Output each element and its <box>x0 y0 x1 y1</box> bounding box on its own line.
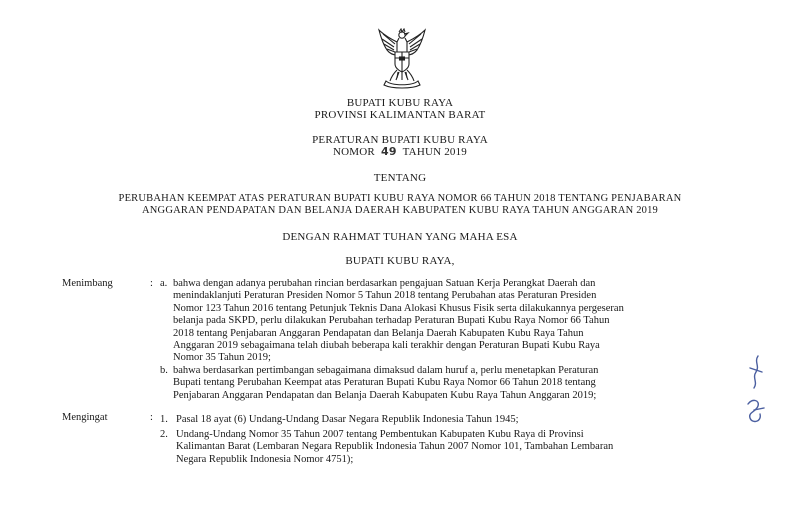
mengingat-item-1-marker: 1. <box>160 414 168 425</box>
mengingat-2-line: Negara Republik Indonesia Nomor 4751); <box>176 453 354 465</box>
mengingat-label: Mengingat <box>62 412 108 423</box>
mengingat-item-1 <box>176 414 519 426</box>
menimbang-label: Menimbang <box>62 278 113 289</box>
regent-heading: BUPATI KUBU RAYA <box>346 97 454 109</box>
menimbang-a-line: bahwa dengan adanya perubahan rincian berdasarkan pengajuan Satuan Kerja Perangkat Daerah dan <box>173 278 596 289</box>
menimbang-item-a <box>173 278 624 365</box>
menimbang-b-line: bahwa berdasarkan pertimbangan sebagaimana dimaksud dalam huruf a, perlu menetapkan Peraturan <box>173 365 599 376</box>
handwritten-paraf-mark <box>740 352 770 432</box>
menimbang-b-line: Bupati tentang Perubahan Keempat atas Peraturan Bupati Kubu Raya Nomor 66 Tahun 2018 tentang <box>173 377 596 389</box>
menimbang-a-line: belanja pada SKPD, perlu dilakukan Perubahan terhadap Peraturan Bupati Kubu Raya Nomor 66 Tahun <box>173 315 610 327</box>
menimbang-a-line: 2018 tentang Penjabaran Anggaran Pendapatan dan Belanja Daerah Kabupaten Kubu Raya Tahun <box>173 327 584 339</box>
regulation-number <box>0 146 800 158</box>
menimbang-b-line: Penjabaran Anggaran Pendapatan dan Belanja Daerah Kabupaten Kubu Raya Tahun Anggaran 2019; <box>173 389 597 401</box>
subject-line-1: PERUBAHAN KEEMPAT ATAS PERATURAN BUPATI KUBU RAYA NOMOR 66 TAHUN 2018 TENTANG PENJABARAN <box>118 193 682 204</box>
regulation-title: PERATURAN BUPATI KUBU RAYA <box>312 134 488 146</box>
garuda-emblem <box>377 28 427 90</box>
mengingat-colon: : <box>150 412 153 423</box>
bupati-heading: BUPATI KUBU RAYA, <box>345 255 455 267</box>
nomor-prefix: NOMOR <box>332 146 375 158</box>
nomor-suffix: TAHUN 2019 <box>402 146 468 158</box>
rahmat-heading: DENGAN RAHMAT TUHAN YANG MAHA ESA <box>282 231 518 243</box>
menimbang-a-line: Nomor 123 Tahun 2016 tentang Petunjuk Teknis Dana Alokasi Khusus Fisik serta dilakukannya pergeseran <box>173 302 624 314</box>
menimbang-item-b-marker: b. <box>160 365 168 376</box>
mengingat-2-line: Kalimantan Barat (Lembaran Negara Republik Indonesia Tahun 2007 Nomor 101, Tambahan Lembaran <box>176 441 614 453</box>
menimbang-item-b <box>173 365 598 402</box>
province-heading: PROVINSI KALIMANTAN BARAT <box>314 109 486 121</box>
mengingat-item-2-marker: 2. <box>160 429 168 440</box>
mengingat-1-line: Pasal 18 ayat (6) Undang-Undang Dasar Negara Republik Indonesia Tahun 1945; <box>176 414 519 425</box>
nomor-value: 49 <box>381 145 397 158</box>
menimbang-colon: : <box>150 278 153 289</box>
subject-line-2: ANGGARAN PENDAPATAN DAN BELANJA DAERAH KABUPATEN KUBU RAYA TAHUN ANGGARAN 2019 <box>141 205 659 216</box>
tentang-heading: TENTANG <box>373 172 427 184</box>
mengingat-item-2 <box>176 429 613 466</box>
menimbang-a-line: Nomor 35 Tahun 2019; <box>173 352 271 364</box>
menimbang-a-line: Anggaran 2019 sebagaimana telah diubah beberapa kali terakhir dengan Peraturan Bupati Kubu Raya <box>173 340 600 352</box>
menimbang-item-a-marker: a. <box>160 278 168 289</box>
menimbang-a-line: menindaklanjuti Peraturan Presiden Nomor 5 Tahun 2018 tentang Perubahan atas Peraturan Presiden <box>173 290 597 302</box>
mengingat-2-line: Undang-Undang Nomor 35 Tahun 2007 tentang Pembentukan Kabupaten Kubu Raya di Provinsi <box>176 429 584 440</box>
